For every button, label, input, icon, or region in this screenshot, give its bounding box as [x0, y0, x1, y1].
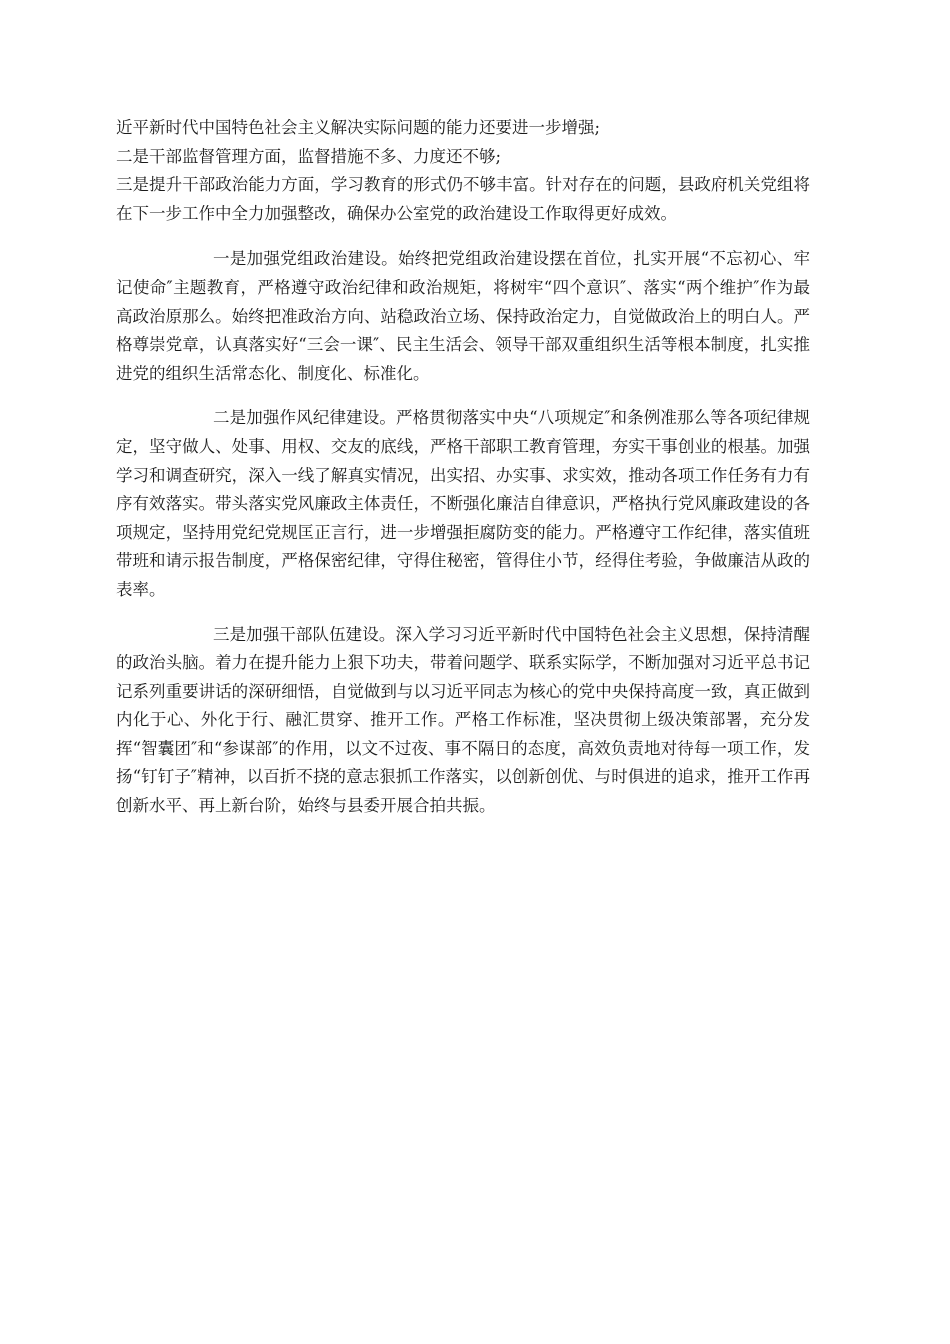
paragraph-cadre-team-building: 三是加强干部队伍建设。深入学习习近平新时代中国特色社会主义思想，保持清醒的政治头脑。着力在提升能力上狠下功夫，带着问题学、联系实际学，不断加强对习近平总书记记系列重要讲话的深研细悟，自觉做到与以习近平同志为核心的党中央保持高度一致，真正做到内化于心、外化于行、融汇贯穿、推开工作。严格工作标准，坚决贯彻上级决策部署，充分发挥“智囊团″和“参谋部″的作用，以文不过夜、事不隔日的态度，高效负责地对待每一项工作，发扬“钉钉子″精神，以百折不挠的意志狠抓工作落实，以创新创优、与时俱进的追求，推开工作再创新水平、再上新台阶，始终与县委开展合拍共振。	[116, 624, 810, 816]
document-body	[116, 114, 810, 821]
paragraph-party-group-political-building: 一是加强党组政治建设。始终把党组政治建设摆在首位，扎实开展“不忘初心、牢记使命″主题教育，严格遵守政治纪律和政治规矩，将树牢“四个意识″、落实“两个维护″作为最高政治原那么。始终把准政治方向、站稳政治立场、保持政治定力，自觉做政治上的明白人。严格尊崇党章，认真落实好“三会一课″、民主生活会、领导干部双重组织生活等根本制度，扎实推进党的组织生活常态化、制度化、标准化。	[116, 249, 810, 383]
intro-line: 三是提升干部政治能力方面，学习教育的形式仍不够丰富。针对存在的问题，县政府机关党组将在下一步工作中全力加强整改，确保办公室党的政治建设工作取得更好成效。	[116, 175, 810, 223]
intro-line: 二是干部监督管理方面，监督措施不多、力度还不够;	[116, 146, 502, 166]
intro-line: 近平新时代中国特色社会主义解决实际问题的能力还要进一步增强;	[116, 118, 601, 137]
paragraph-work-style-discipline: 二是加强作风纪律建设。严格贯彻落实中央“八项规定″和条例准那么等各项纪律规定，坚守做人、处事、用权、交友的底线，严格干部职工教育管理，夯实干事创业的根基。加强学习和调查研究，深入一线了解真实情况，出实招、办实事、求实效，推动各项工作任务有力有序有效落实。带头落实党风廉政主体责任，不断强化廉洁自律意识，严格执行党风廉政建设的各项规定，坚持用党纪党规匡正言行，进一步增强拒腐防变的能力。严格遵守工作纪律，落实值班带班和请示报告制度，严格保密纪律，守得住秘密，管得住小节，经得住考验，争做廉洁从政的表率。	[116, 408, 810, 599]
